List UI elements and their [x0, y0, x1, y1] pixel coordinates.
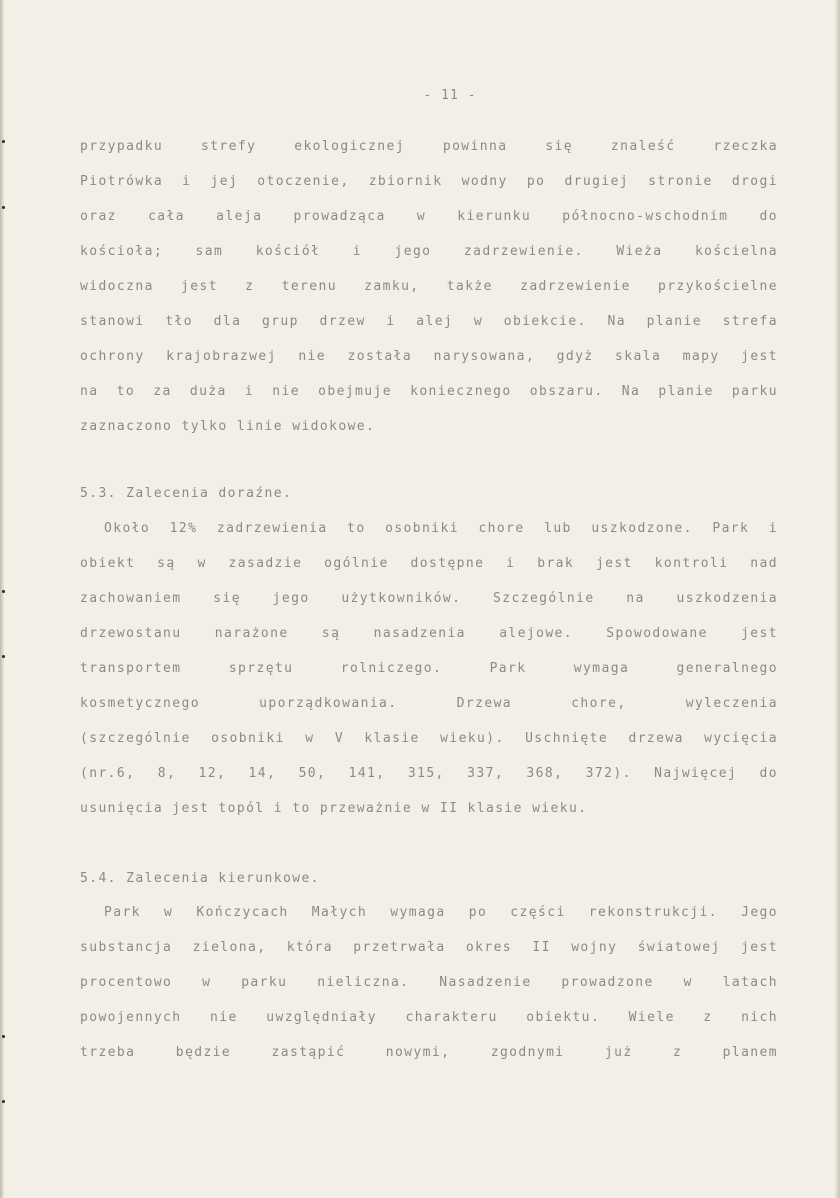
- paragraph-line: powojennych nie uwzględniały charakteru obiektu. Wiele z nich: [80, 1010, 778, 1025]
- page-left-edge: [0, 0, 4, 1198]
- paragraph-line: obiekt są w zasadzie ogólnie dostępne i brak jest kontroli nad: [80, 556, 778, 571]
- paragraph-line: substancja zielona, która przetrwała okres II wojny światowej jest: [80, 940, 778, 955]
- paragraph-line: Piotrówka i jej otoczenie, zbiornik wodny po drugiej stronie drogi: [80, 174, 778, 189]
- paragraph-line: trzeba będzie zastąpić nowymi, zgodnymi już z planem: [80, 1045, 778, 1060]
- paragraph-line: ochrony krajobrazwej nie została narysowana, gdyż skala mapy jest: [80, 349, 778, 364]
- binding-hole-mark: [2, 1100, 5, 1103]
- paragraph-line: stanowi tło dla grup drzew i alej w obiekcie. Na planie strefa: [80, 314, 778, 329]
- page-right-edge: [834, 0, 840, 1198]
- paragraph-line: drzewostanu narażone są nasadzenia alejowe. Spowodowane jest: [80, 626, 778, 641]
- paragraph-line: widoczna jest z terenu zamku, także zadrzewienie przykościelne: [80, 279, 778, 294]
- paragraph-line: procentowo w parku nieliczna. Nasadzenie prowadzone w latach: [80, 975, 778, 990]
- paragraph-line: na to za duża i nie obejmuje koniecznego obszaru. Na planie parku: [80, 384, 778, 399]
- paragraph-line: przypadku strefy ekologicznej powinna się znaleść rzeczka: [80, 139, 778, 154]
- paragraph-line: transportem sprzętu rolniczego. Park wymaga generalnego: [80, 661, 778, 676]
- binding-hole-mark: [2, 206, 5, 209]
- binding-hole-mark: [2, 1035, 5, 1038]
- binding-hole-mark: [2, 655, 5, 658]
- section-heading: 5.3. Zalecenia doraźne.: [80, 486, 293, 501]
- paragraph-line: zaznaczono tylko linie widokowe.: [80, 419, 376, 434]
- paragraph-line: kosmetycznego uporządkowania. Drzewa chore, wyleczenia: [80, 696, 778, 711]
- paragraph-line: (szczególnie osobniki w V klasie wieku). Uschnięte drzewa wycięcia: [80, 731, 778, 746]
- page-number: - 11 -: [423, 88, 477, 103]
- section-heading: 5.4. Zalecenia kierunkowe.: [80, 871, 320, 886]
- paragraph-line: oraz cała aleja prowadząca w kierunku północno-wschodnim do: [80, 209, 778, 224]
- paragraph-line: zachowaniem się jego użytkowników. Szczególnie na uszkodzenia: [80, 591, 778, 606]
- binding-hole-mark: [2, 140, 5, 143]
- paragraph-line: (nr.6, 8, 12, 14, 50, 141, 315, 337, 368, 372). Najwięcej do: [80, 766, 778, 781]
- paragraph-line: Park w Kończycach Małych wymaga po części rekonstrukcji. Jego: [104, 905, 778, 920]
- paragraph-line: kościoła; sam kościół i jego zadrzewienie. Wieża kościelna: [80, 244, 778, 259]
- paragraph-line: Około 12% zadrzewienia to osobniki chore lub uszkodzone. Park i: [104, 521, 778, 536]
- paragraph-line: usunięcia jest topól i to przeważnie w II klasie wieku.: [80, 801, 588, 816]
- binding-hole-mark: [2, 590, 5, 593]
